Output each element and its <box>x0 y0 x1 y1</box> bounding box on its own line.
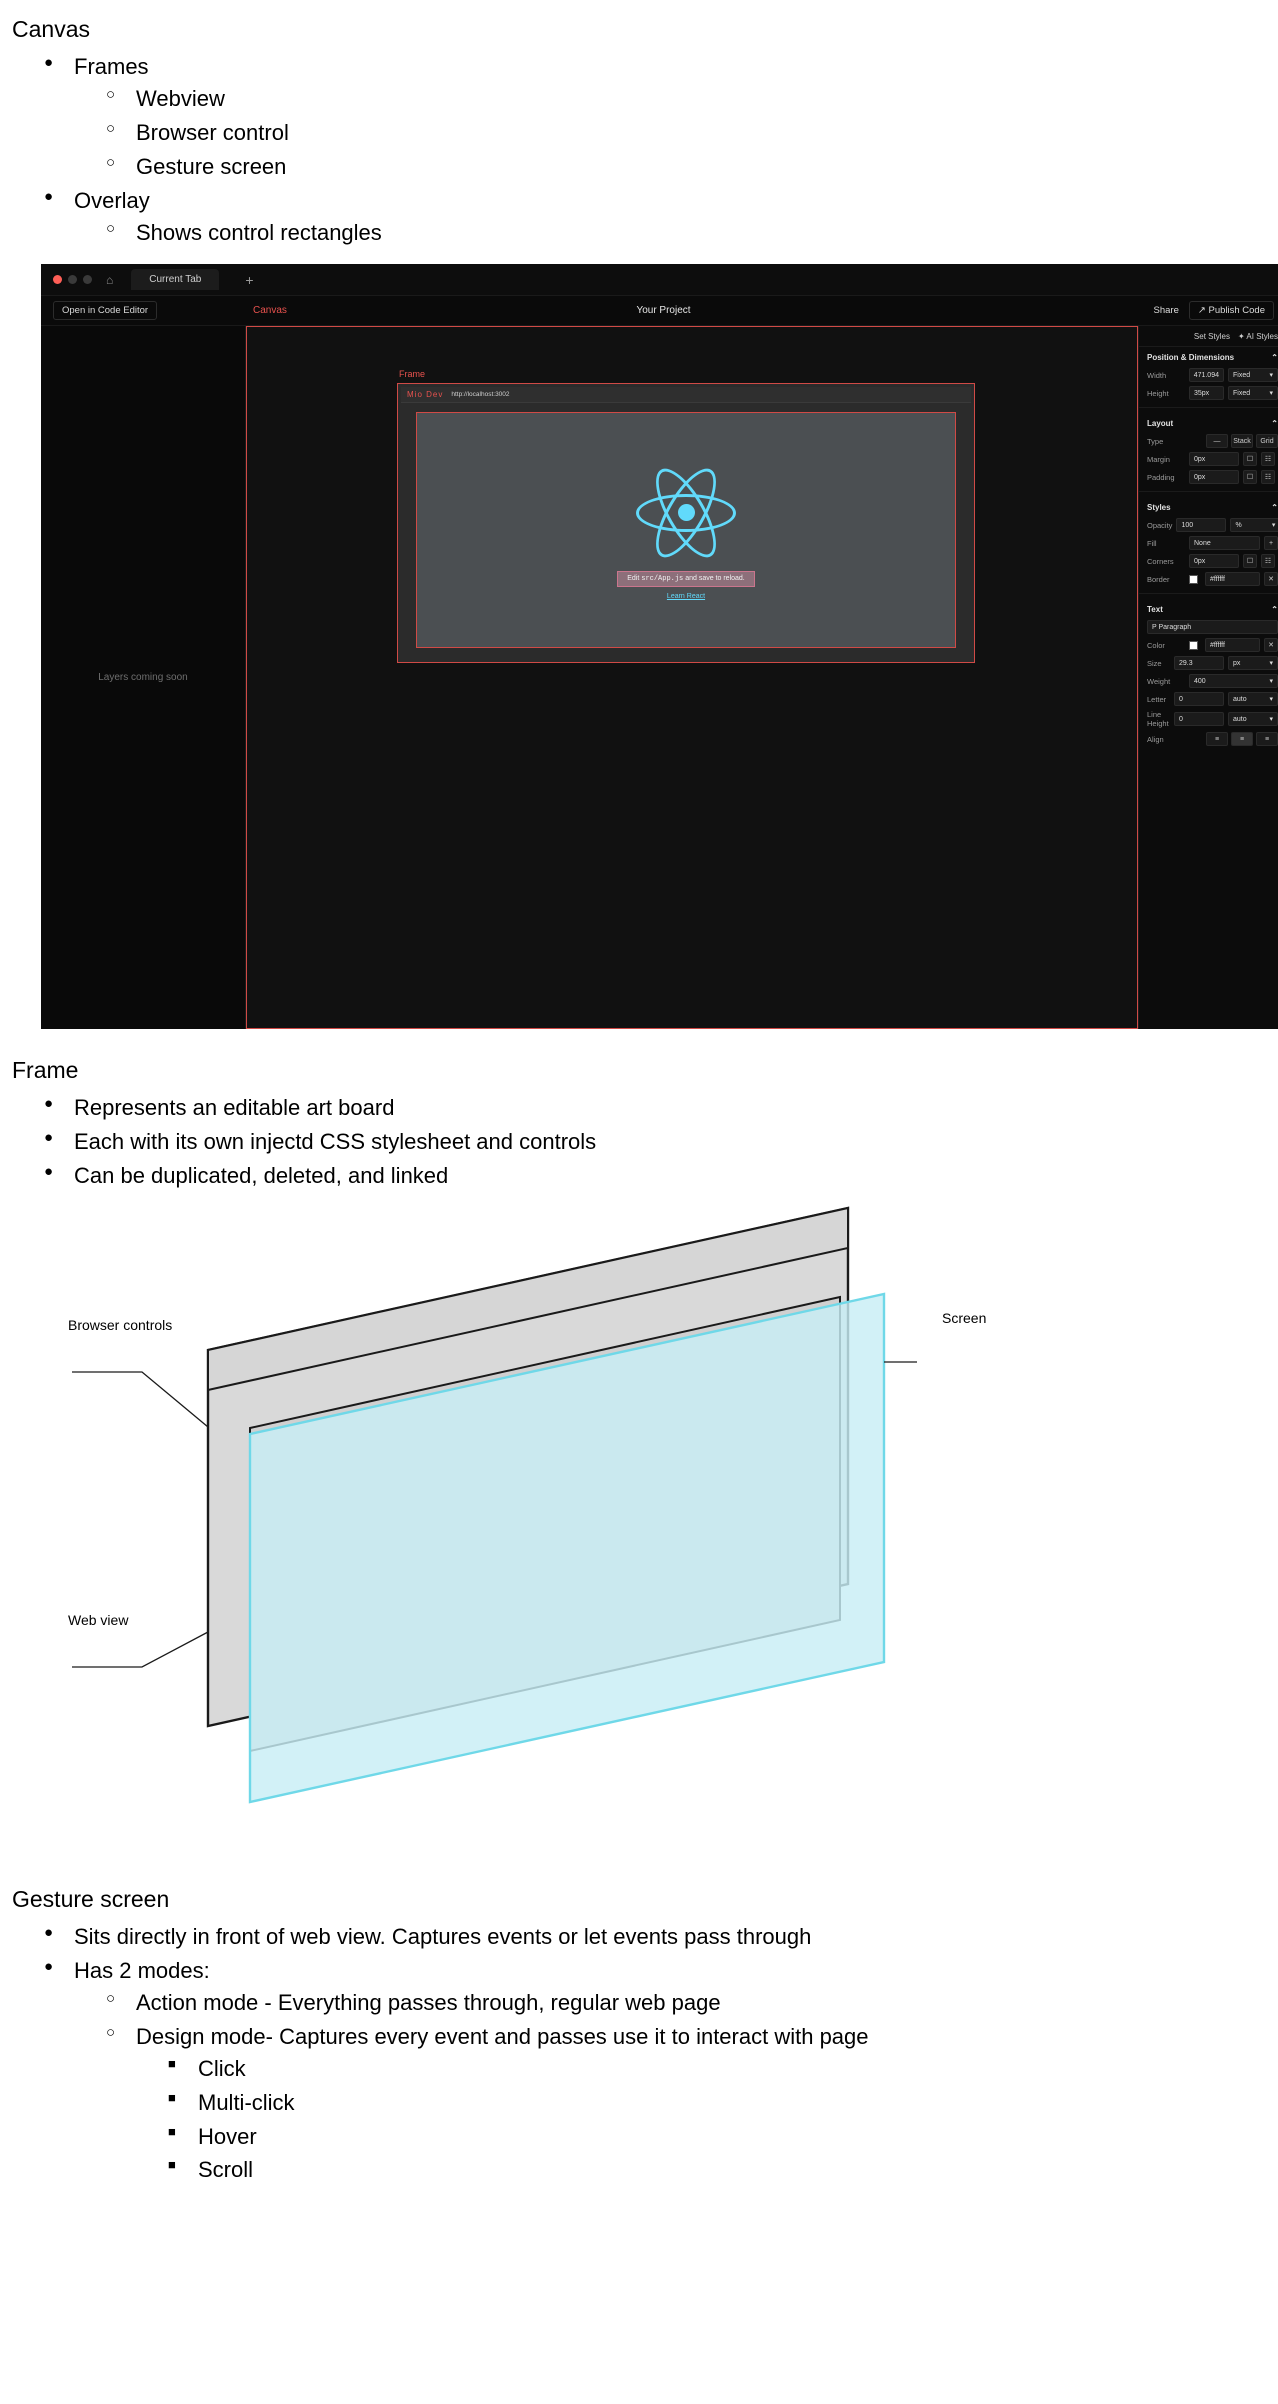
text-size-unit-select[interactable]: px ▾ <box>1228 656 1278 670</box>
text-color-input[interactable]: #ffffff <box>1205 638 1260 652</box>
bullet-label: ○ Browser control <box>136 117 289 149</box>
list-item <box>198 2053 1258 2085</box>
row-padding <box>1139 468 1278 486</box>
canvas-area[interactable] <box>246 326 1138 1029</box>
margin-input[interactable]: 0px <box>1189 452 1239 466</box>
minimize-icon[interactable] <box>68 275 77 284</box>
bullet-label: ○ Shows control rectangles <box>136 217 382 249</box>
row-width <box>1139 366 1278 384</box>
frame[interactable] <box>397 383 975 663</box>
margin-linked-icon[interactable]: ☐ <box>1243 452 1257 466</box>
divider <box>1139 593 1278 594</box>
label-web-view: Web view <box>68 1612 129 1629</box>
bullet-label: ○ Webview <box>136 83 225 115</box>
row-letter-spacing <box>1139 690 1278 708</box>
layers-panel <box>41 326 246 1029</box>
color-label: Color <box>1147 640 1165 650</box>
window-titlebar <box>41 264 1278 296</box>
section-title: Text <box>1147 605 1163 615</box>
edit-instruction-text: Edit src/App.js and save to reload. <box>617 571 755 587</box>
chevron-up-icon[interactable]: ⌃ <box>1271 503 1278 513</box>
bullet-label: ● Overlay <box>74 185 150 217</box>
canvas-bullet-list <box>12 51 1258 248</box>
list-item <box>136 83 1258 115</box>
margin-label: Margin <box>1147 454 1170 464</box>
row-border <box>1139 570 1278 588</box>
divider <box>1139 491 1278 492</box>
list-item <box>136 2021 1258 2186</box>
row-corners <box>1139 552 1278 570</box>
text-color-swatch[interactable] <box>1189 641 1198 650</box>
chevron-up-icon[interactable]: ⌃ <box>1271 353 1278 363</box>
ai-styles-button[interactable]: ✦ AI Styles <box>1237 332 1278 342</box>
corners-linked-icon[interactable]: ☐ <box>1243 554 1257 568</box>
section-layout[interactable] <box>1139 413 1278 432</box>
row-text-color <box>1139 636 1278 654</box>
chevron-up-icon[interactable]: ⌃ <box>1271 419 1278 429</box>
line-height-unit-select[interactable]: auto ▾ <box>1228 712 1278 726</box>
height-label: Height <box>1147 388 1169 398</box>
opacity-input[interactable]: 100 <box>1176 518 1226 532</box>
browser-tab[interactable]: Current Tab <box>131 269 219 290</box>
row-fill <box>1139 534 1278 552</box>
bullet-label: ○ Design mode- Captures every event and passes use it to interact with page <box>136 2021 869 2053</box>
letter-spacing-input[interactable]: 0 <box>1174 692 1224 706</box>
bullet-label: ● Can be duplicated, deleted, and linked <box>74 1160 448 1192</box>
width-label: Width <box>1147 370 1167 380</box>
width-mode-select[interactable]: Fixed ▾ <box>1228 368 1278 382</box>
border-color-swatch[interactable] <box>1189 575 1198 584</box>
maximize-icon[interactable] <box>83 275 92 284</box>
inspector-panel <box>1138 326 1278 1029</box>
bullet-label: ● Has 2 modes: <box>74 1955 210 1987</box>
layout-type-grid[interactable]: Grid <box>1256 434 1278 448</box>
border-label: Border <box>1147 574 1170 584</box>
corners-input[interactable]: 0px <box>1189 554 1239 568</box>
section-heading-gesture-screen: Gesture screen <box>12 1886 170 1913</box>
margin-expand-icon[interactable]: ☷ <box>1261 452 1275 466</box>
align-label: Align <box>1147 734 1164 744</box>
section-heading-canvas: Canvas <box>12 16 90 42</box>
line-height-input[interactable]: 0 <box>1174 712 1224 726</box>
text-color-remove-button[interactable]: ✕ <box>1264 638 1278 652</box>
list-item <box>74 1092 1258 1124</box>
section-text[interactable] <box>1139 599 1278 618</box>
list-item <box>74 51 1258 183</box>
fill-label: Fill <box>1147 538 1157 548</box>
frame-isometric-diagram <box>12 1202 1257 1862</box>
window-controls[interactable] <box>53 275 92 284</box>
list-item <box>136 117 1258 149</box>
bullet-label: ○ Action mode - Everything passes through, regular web page <box>136 1987 721 2019</box>
open-in-code-editor-button[interactable]: Open in Code Editor <box>53 301 157 320</box>
row-opacity <box>1139 516 1278 534</box>
width-input[interactable]: 471.094 <box>1189 368 1224 382</box>
home-icon[interactable]: ⌂ <box>106 272 114 287</box>
project-title: Your Project <box>636 305 691 317</box>
corners-expand-icon[interactable]: ☷ <box>1261 554 1275 568</box>
row-text-weight <box>1139 672 1278 690</box>
list-item <box>198 2154 1258 2186</box>
letter-spacing-unit-select[interactable]: auto ▾ <box>1228 692 1278 706</box>
align-right-icon[interactable]: ≡ <box>1256 732 1278 746</box>
corners-label: Corners <box>1147 556 1174 566</box>
row-layout-type <box>1139 432 1278 450</box>
list-item <box>74 1921 1258 1953</box>
layout-type-stack[interactable]: Stack <box>1231 434 1253 448</box>
list-item <box>74 1955 1258 2186</box>
padding-input[interactable]: 0px <box>1189 470 1239 484</box>
border-color-input[interactable]: #ffffff <box>1205 572 1260 586</box>
fill-add-button[interactable]: + <box>1264 536 1278 550</box>
row-margin <box>1139 450 1278 468</box>
list-item <box>198 2121 1258 2153</box>
close-icon[interactable] <box>53 275 62 284</box>
section-title: Layout <box>1147 419 1174 429</box>
bullet-label: ■ Hover <box>198 2121 257 2153</box>
inspector-top-actions <box>1139 326 1278 347</box>
bullet-label: ■ Multi-click <box>198 2087 295 2119</box>
set-styles-button[interactable]: Set Styles <box>1193 332 1230 342</box>
overlay-sub-list <box>74 217 1258 249</box>
section-position-dimensions[interactable] <box>1139 347 1278 366</box>
frame-webview[interactable] <box>416 412 956 648</box>
frame-bullet-list <box>12 1092 1258 1192</box>
row-text-tag <box>1139 618 1278 636</box>
list-item <box>74 185 1258 249</box>
weight-label: Weight <box>1147 676 1171 686</box>
frame-label: Frame <box>399 369 426 380</box>
frame-browser-control[interactable] <box>401 387 971 403</box>
row-height <box>1139 384 1278 402</box>
url-field[interactable]: http://localhost:3002 <box>451 391 510 399</box>
row-line-height <box>1139 708 1278 730</box>
modes-sub-list <box>74 1987 1258 2186</box>
text-tag-select[interactable]: P Paragraph <box>1147 620 1278 634</box>
align-left-icon[interactable]: ≡ <box>1206 732 1228 746</box>
text-size-input[interactable]: 29.3 <box>1174 656 1224 670</box>
text-align-segmented[interactable] <box>1189 732 1278 746</box>
padding-label: Padding <box>1147 472 1175 482</box>
diagram-svg <box>12 1202 1257 1862</box>
section-title: Position & Dimensions <box>1147 353 1235 363</box>
padding-expand-icon[interactable]: ☷ <box>1261 470 1275 484</box>
bullet-label: ● Frames <box>74 51 149 83</box>
canvas-label: Canvas <box>253 305 287 317</box>
bullet-label: ■ Scroll <box>198 2154 253 2186</box>
section-styles[interactable] <box>1139 497 1278 516</box>
bullet-label: ○ Gesture screen <box>136 151 286 183</box>
publish-code-button[interactable]: ↗ Publish Code <box>1189 301 1274 320</box>
list-item <box>136 217 1258 249</box>
frames-sub-list <box>74 83 1258 183</box>
share-button[interactable]: Share <box>1153 305 1179 317</box>
align-center-icon[interactable]: ≡ <box>1231 732 1253 746</box>
bullet-label: ● Sits directly in front of web view. Captures events or let events pass through <box>74 1921 811 1953</box>
app-toolbar <box>41 296 1278 326</box>
list-item <box>74 1160 1258 1192</box>
bullet-label: ● Represents an editable art board <box>74 1092 394 1124</box>
chevron-up-icon[interactable]: ⌃ <box>1271 605 1278 615</box>
type-label: Type <box>1147 436 1164 446</box>
gesture-bullet-list <box>12 1921 1258 2186</box>
opacity-label: Opacity <box>1147 520 1173 530</box>
list-item <box>74 1126 1258 1158</box>
layout-type-segmented[interactable] <box>1189 434 1278 448</box>
border-remove-button[interactable]: ✕ <box>1264 572 1278 586</box>
letter-label: Letter <box>1147 694 1167 704</box>
react-logo-icon <box>634 461 738 565</box>
section-title: Styles <box>1147 503 1171 513</box>
row-text-size <box>1139 654 1278 672</box>
label-screen: Screen <box>942 1310 987 1327</box>
height-input[interactable]: 35px <box>1189 386 1224 400</box>
padding-linked-icon[interactable]: ☐ <box>1243 470 1257 484</box>
bullet-label: ● Each with its own injectd CSS stylesheet and controls <box>74 1126 596 1158</box>
text-weight-select[interactable]: 400 ▾ <box>1189 674 1278 688</box>
row-text-align <box>1139 730 1278 748</box>
design-mode-events-list <box>136 2053 1258 2187</box>
new-tab-button[interactable]: + <box>245 271 254 288</box>
fill-value[interactable]: None <box>1189 536 1260 550</box>
opacity-unit-select[interactable]: % ▾ <box>1230 518 1278 532</box>
section-heading-frame: Frame <box>12 1057 79 1084</box>
app-body <box>41 326 1278 1029</box>
app-screenshot-figure <box>41 264 1278 1029</box>
layout-type-none[interactable]: — <box>1206 434 1228 448</box>
list-item <box>136 151 1258 183</box>
brand-label: Mio Dev <box>407 390 444 400</box>
bullet-label: ■ Click <box>198 2053 246 2085</box>
height-mode-select[interactable]: Fixed ▾ <box>1228 386 1278 400</box>
list-item <box>198 2087 1258 2119</box>
list-item <box>136 1987 1258 2019</box>
label-browser-controls: Browser controls <box>68 1317 173 1334</box>
learn-react-link[interactable]: Learn React <box>666 592 706 600</box>
size-label: Size <box>1147 658 1162 668</box>
line-height-label: Line Height <box>1147 710 1169 729</box>
divider <box>1139 407 1278 408</box>
layers-placeholder-text: Layers coming soon <box>98 672 188 684</box>
